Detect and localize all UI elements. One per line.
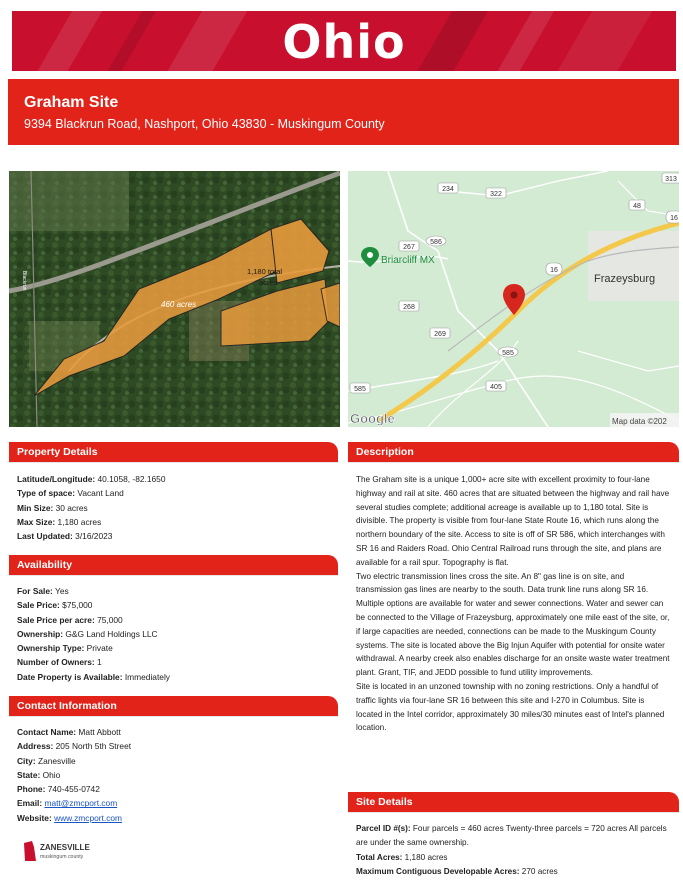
aerial-label-1180-line1: 1,180 total [247,267,283,276]
zanesville-muskingum-logo [22,839,102,865]
contact-name-row: Contact Name: Matt Abbott [17,727,121,737]
sale-price-row: Sale Price: $75,000 [17,600,93,611]
date-available-row: Date Property is Available: Immediately [17,671,170,682]
owners-count-row: Number of Owners: 1 [17,657,102,668]
description-header: Description [348,442,679,462]
contact-state-row: State: Ohio [17,769,61,780]
description-paragraph-2: Two electric transmission lines cross the site. An 8" gas line is on site, and transmission gas lines are nearby to the south. Data trunk line runs along SR 16. Multiple options are available for water and sewer connections. Water and sewer can be connected to the Village of Frazeysburg, approximately one mile east of the site, or, if large capacities are needed, connections can be made to the Muskingum County systems. The site is located above the Big Injun Aquifer with potential for onsite water withdrawal. A nearby creek also enables discharge for an onsite waste water treatment plant. Grant, TIF, and JEDD possible to fund utility improvements. [356,571,670,678]
map-route-label-12: 405 [490,384,502,391]
property-details-divider [9,462,338,463]
site-address: 9394 Blackrun Road, Nashport, Ohio 43830 - Muskingum County [24,117,385,131]
site-details-header: Site Details [348,792,679,812]
ownership-type-row: Ownership Type: Private [17,643,113,654]
logo-line1: ZANESVILLE [40,843,90,852]
aerial-label-460: 460 acres [161,300,197,309]
google-logo: Google [350,411,395,426]
map-place-label: Briarcliff MX [381,255,435,266]
map-route-label-13: 585 [354,386,366,393]
ohio-banner [12,11,676,71]
map-route-label-4: 48 [633,203,641,210]
map-route-label-8: 16 [550,267,558,274]
description-divider [348,462,679,463]
contact-address-row: Address: 205 North 5th Street [17,741,132,752]
space-type-row: Type of space: Vacant Land [17,488,124,499]
description-body [356,473,672,735]
site-name: Graham Site [24,94,119,111]
map-route-label-6: 267 [403,244,415,251]
property-details-header: Property Details [9,442,338,462]
site-details-fields [356,822,674,879]
description-paragraph-1: The Graham site is a unique 1,000+ acre site with excellent proximity to four-lane highway and rail at site. 460 acres that are situated between the highway and rail have several studies complete; additional acreage is available up to 1,180 total. Site is divisible. The property is visible from four-lane State Route 16, which runs along the northern boundary of the site. Access to site is off of SR 586, which interchanges with SR 16 and Raiders Road. Ohio Central Railroad runs through the site, and plans are available for a rail spur. Topography is flat. [356,475,670,567]
contact-fields [17,725,333,825]
aerial-label-1180-line2: acres [259,278,278,287]
contact-city-row: City: Zanesville [17,755,76,766]
contact-header: Contact Information [9,696,338,716]
total-acres-row: Total Acres: 1,180 acres [356,852,448,862]
availability-fields [17,584,333,684]
contact-phone-row: Phone: 740-455-0742 [17,784,100,795]
map-route-label-9: 268 [403,304,415,311]
description-paragraph-3: Site is located in an unzoned township with no zoning restrictions. Only a handful of traffic lights via four-lane SR 16 between this site and I-270 in Columbus. Site is located in the Intel corridor, approximately 30 miles/30 minutes east of Intel's planned location. [356,681,665,733]
min-size-row: Min Size: 30 acres [17,502,88,513]
map-route-label-5: 16 [670,215,678,222]
map-route-label-11: 585 [502,350,514,357]
map-route-label-2: 322 [490,191,502,198]
website-link[interactable]: www.zmcport.com [54,812,123,823]
site-details-divider [348,812,679,813]
logo-line2: muskingum county [40,854,84,860]
property-details-fields [17,472,333,543]
ohio-logo: Ohio [282,15,406,69]
for-sale-row: For Sale: Yes [17,586,69,596]
aerial-site-image [9,171,340,427]
ownership-row: Ownership: G&G Land Holdings LLC [17,628,158,639]
map-town-label: Frazeysburg [594,273,656,285]
map-illustration [348,171,679,427]
availability-header: Availability [9,555,338,575]
last-updated-row: Last Updated: 3/16/2023 [17,531,113,542]
latlong-row: Latitude/Longitude: 40.1058, -82.1650 [17,474,166,484]
location-map[interactable] [348,171,679,427]
map-route-label-7: 586 [430,239,442,246]
site-title-bar [8,79,679,145]
parcel-id-row: Parcel ID #(s): Four parcels = 460 acres Twenty-three parcels = 720 acres All parcels are under the same ownership. [356,824,667,848]
contact-website-row: Website: www.zmcport.com [17,812,123,823]
price-per-acre-row: Sale Price per acre: 75,000 [17,614,123,625]
contiguous-acres-row: Maximum Contiguous Developable Acres: 270 acres [356,866,558,876]
map-route-label-1: 234 [442,186,454,193]
aerial-photo-illustration [9,171,340,427]
map-route-label-10: 269 [434,331,446,338]
contact-divider [9,716,338,717]
map-route-label-3: 313 [665,176,677,183]
availability-divider [9,575,338,576]
email-link[interactable]: matt@zmcport.com [44,798,118,809]
map-attribution: Map data ©202 [612,417,667,426]
aerial-road-label: Blackrun [21,271,27,291]
max-size-row: Max Size: 1,180 acres [17,516,102,527]
contact-email-row: Email: matt@zmcport.com [17,798,118,809]
